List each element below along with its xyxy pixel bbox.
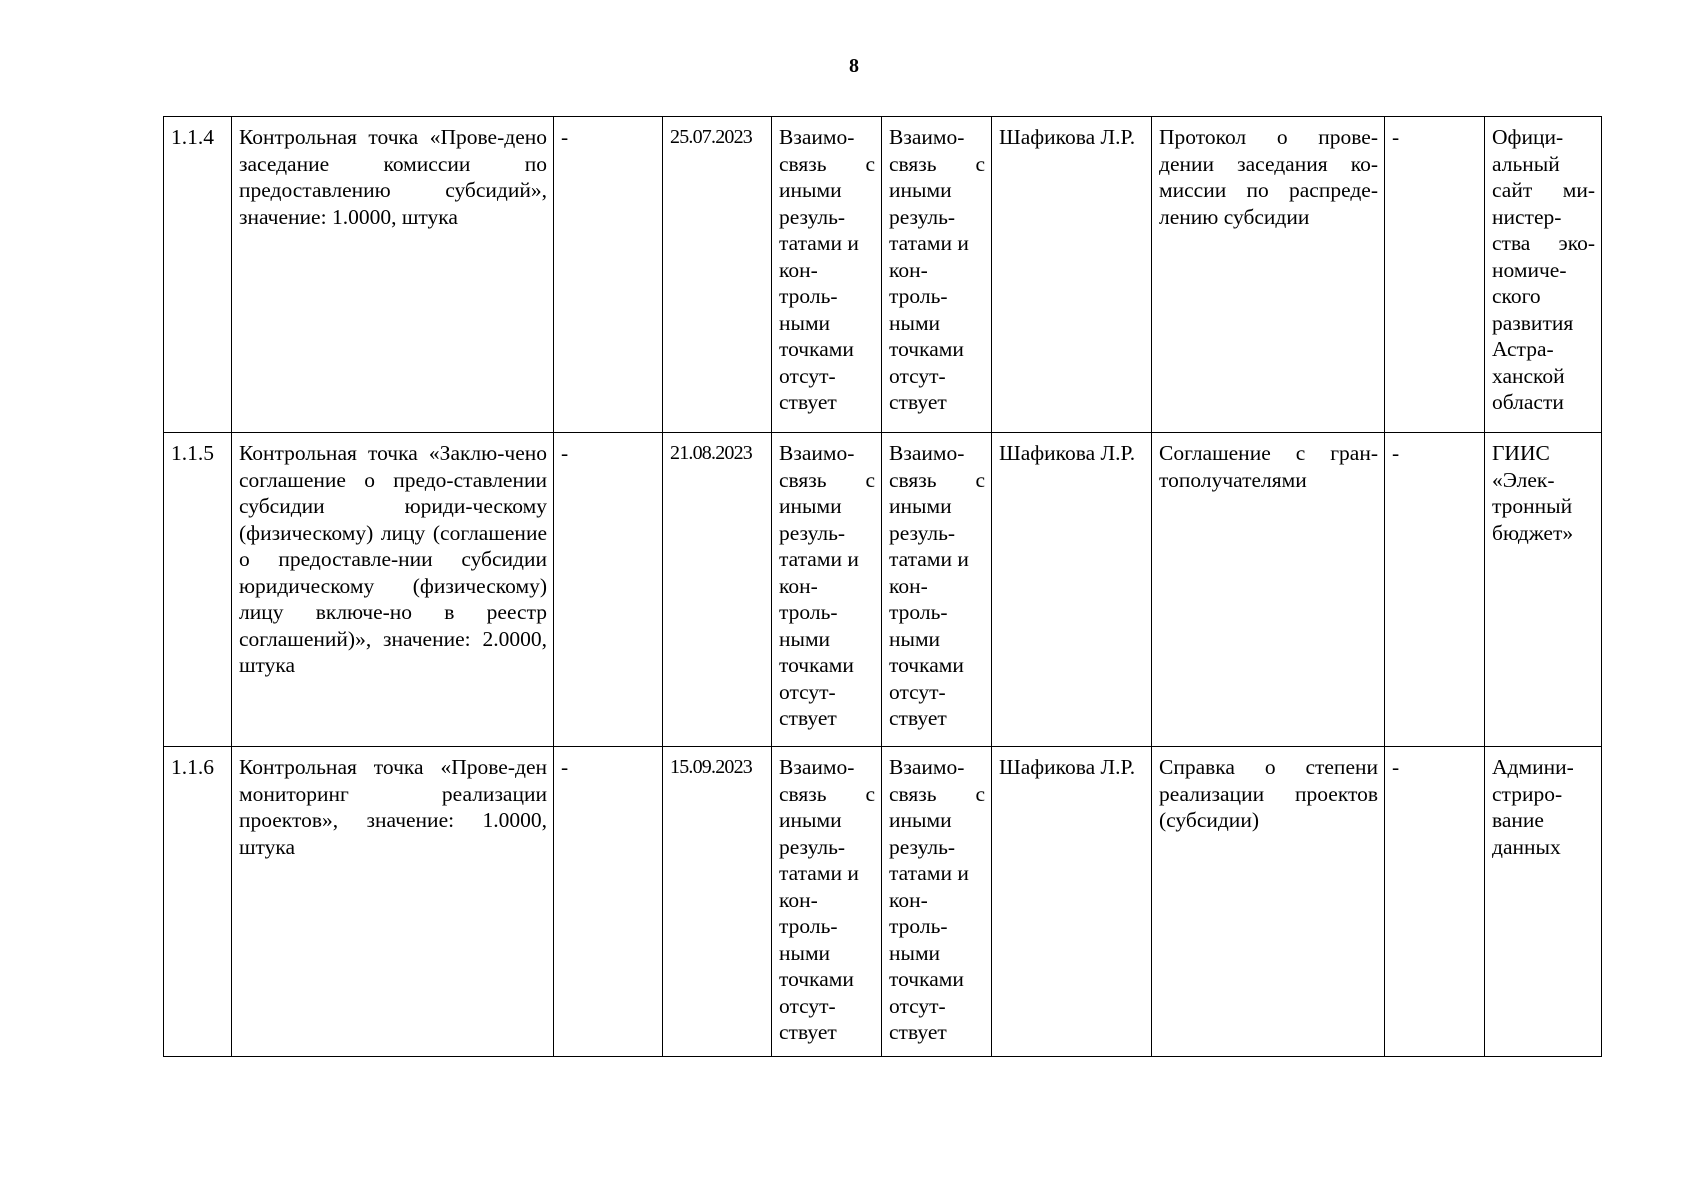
text-line: сайт ми-	[1492, 178, 1595, 202]
text-line: Взаимо-	[889, 125, 965, 149]
text-line: ГИИС	[1492, 441, 1550, 465]
text-line: ствует	[779, 1020, 837, 1044]
control-point-name: Контрольная точка «Заклю-чено соглашение о предо-ставлении субсидии юриди-ческому (физическому) лицу (соглашение о предоставле-нии субсидии юридическому (физическому) лицу включе-но в реестр соглашений)», значение: 2.0000, штука	[232, 433, 554, 747]
text-line: татами и	[779, 861, 859, 885]
text-line: троль-	[889, 914, 948, 938]
text-line: кон-	[779, 257, 818, 282]
text-line: резуль-	[889, 834, 956, 859]
text-line: троль-	[889, 600, 948, 624]
text-line: резуль-	[889, 520, 956, 545]
text-line: нистер-	[1492, 204, 1562, 229]
next-links-cell	[882, 117, 992, 433]
confirming-document: Справка о степени реализации проектов (субсидии)	[1152, 747, 1385, 1057]
table-row	[164, 747, 1602, 1057]
text-line: отсут-	[779, 363, 836, 388]
text-line: троль-	[889, 284, 948, 308]
information-system-cell	[1485, 117, 1602, 433]
text-line: связь с	[779, 781, 875, 806]
text-line: точками	[889, 337, 964, 361]
control-point-name: Контрольная точка «Прове-дено заседание комиссии по предоставлению субсидий», значение: 1.0000, штука	[232, 117, 554, 433]
page-number: 8	[849, 55, 859, 77]
text-line: татами и	[889, 547, 969, 571]
text-line: кон-	[779, 887, 818, 912]
text-line: ствует	[889, 706, 947, 730]
text-line: области	[1492, 390, 1564, 414]
text-line: иными	[779, 808, 842, 832]
text-line: татами и	[889, 231, 969, 255]
confirming-document: Соглашение с гран-тополучателями	[1152, 433, 1385, 747]
row-number: 1.1.4	[164, 117, 232, 433]
text-line: точками	[779, 653, 854, 677]
empty-cell-dash: -	[554, 117, 663, 433]
text-line: отсут-	[889, 363, 946, 388]
row-number: 1.1.5	[164, 433, 232, 747]
text-line: точками	[779, 337, 854, 361]
previous-links-cell	[772, 117, 882, 433]
text-line: татами и	[889, 861, 969, 885]
text-line: иными	[889, 494, 952, 518]
text-line: ными	[779, 626, 831, 651]
text-line: кон-	[889, 573, 928, 598]
text-line: Взаимо-	[889, 755, 965, 779]
text-line: связь с	[779, 151, 875, 176]
text-line: стриро-	[1492, 781, 1563, 806]
text-line: ными	[889, 310, 941, 335]
text-line: иными	[889, 808, 952, 832]
control-point-name: Контрольная точка «Прове-ден мониторинг реализации проектов», значение: 1.0000, штука	[232, 747, 554, 1057]
text-line: кон-	[889, 257, 928, 282]
text-line: ства эко-	[1492, 231, 1595, 255]
table-row	[164, 117, 1602, 433]
text-line: ханской	[1492, 363, 1565, 388]
text-line: Взаимо-	[779, 755, 855, 779]
text-line: связь с	[889, 151, 985, 176]
text-line: ствует	[779, 706, 837, 730]
text-line: отсут-	[889, 993, 946, 1018]
control-points-table	[163, 116, 1602, 1057]
previous-links-cell	[772, 747, 882, 1057]
text-line: ствует	[889, 390, 947, 414]
text-line: данных	[1492, 834, 1561, 859]
text-line: Взаимо-	[889, 441, 965, 465]
text-line: отсут-	[889, 679, 946, 704]
text-line: татами и	[779, 547, 859, 571]
next-links-cell	[882, 433, 992, 747]
text-line: троль-	[779, 600, 838, 624]
information-system-cell	[1485, 747, 1602, 1057]
text-line: точками	[889, 653, 964, 677]
text-line: кон-	[779, 573, 818, 598]
deadline-date: 21.08.2023	[663, 433, 772, 747]
text-line: кон-	[889, 887, 928, 912]
text-line: отсут-	[779, 679, 836, 704]
empty-cell-dash: -	[1385, 747, 1485, 1057]
text-line: ными	[779, 940, 831, 965]
text-line: резуль-	[889, 204, 956, 229]
responsible-person: Шафикова Л.Р.	[992, 117, 1152, 433]
text-line: точками	[779, 967, 854, 991]
text-line: иными	[779, 178, 842, 202]
empty-cell-dash: -	[554, 433, 663, 747]
text-line: вание	[1492, 808, 1544, 832]
text-line: альный	[1492, 151, 1560, 176]
empty-cell-dash: -	[554, 747, 663, 1057]
text-line: резуль-	[779, 520, 846, 545]
text-line: резуль-	[779, 834, 846, 859]
text-line: связь с	[889, 467, 985, 492]
text-line: связь с	[889, 781, 985, 806]
text-line: троль-	[779, 284, 838, 308]
text-line: ными	[779, 310, 831, 335]
deadline-date: 15.09.2023	[663, 747, 772, 1057]
text-line: ского	[1492, 284, 1541, 308]
text-line: тронный	[1492, 494, 1573, 518]
text-line: ными	[889, 626, 941, 651]
text-line: связь с	[779, 467, 875, 492]
text-line: точками	[889, 967, 964, 991]
row-number: 1.1.6	[164, 747, 232, 1057]
confirming-document: Протокол о прове-дении заседания ко-миссии по распреде-лению субсидии	[1152, 117, 1385, 433]
text-line: бюджет»	[1492, 520, 1574, 545]
text-line: иными	[779, 494, 842, 518]
deadline-date: 25.07.2023	[663, 117, 772, 433]
responsible-person: Шафикова Л.Р.	[992, 433, 1152, 747]
text-line: Офици-	[1492, 125, 1564, 149]
responsible-person: Шафикова Л.Р.	[992, 747, 1152, 1057]
text-line: Админи-	[1492, 755, 1574, 779]
text-line: ствует	[779, 390, 837, 414]
previous-links-cell	[772, 433, 882, 747]
text-line: Взаимо-	[779, 441, 855, 465]
text-line: резуль-	[779, 204, 846, 229]
text-line: отсут-	[779, 993, 836, 1018]
text-line: «Элек-	[1492, 467, 1555, 492]
information-system-cell	[1485, 433, 1602, 747]
text-line: ными	[889, 940, 941, 965]
table-row	[164, 433, 1602, 747]
text-line: номиче-	[1492, 257, 1567, 282]
next-links-cell	[882, 747, 992, 1057]
text-line: ствует	[889, 1020, 947, 1044]
empty-cell-dash: -	[1385, 117, 1485, 433]
text-line: развития	[1492, 310, 1574, 335]
text-line: татами и	[779, 231, 859, 255]
text-line: Взаимо-	[779, 125, 855, 149]
empty-cell-dash: -	[1385, 433, 1485, 747]
text-line: Астра-	[1492, 337, 1554, 361]
text-line: троль-	[779, 914, 838, 938]
text-line: иными	[889, 178, 952, 202]
